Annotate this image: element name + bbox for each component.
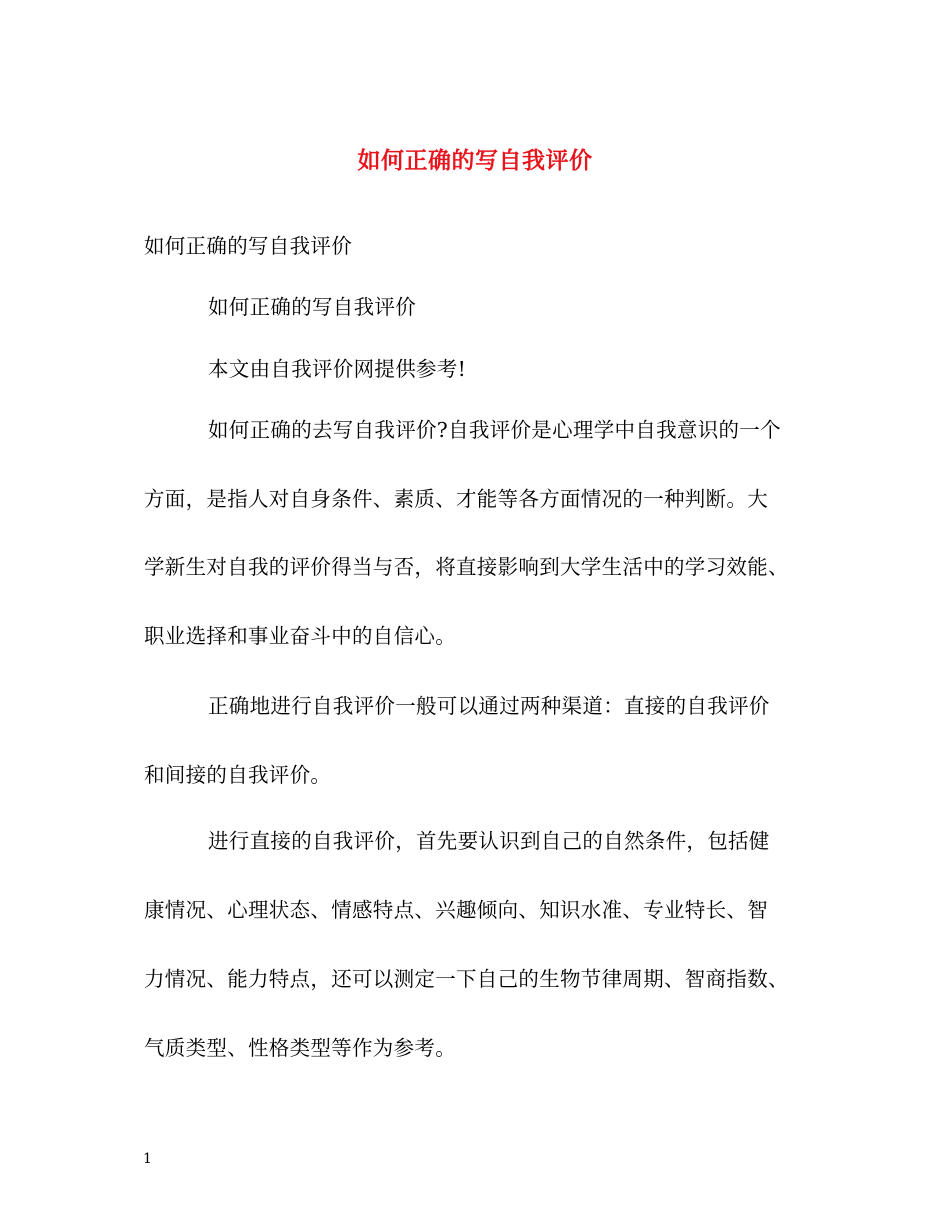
paragraph-line: 学新生对自我的评价得当与否，将直接影响到大学生活中的学习效能、 <box>144 555 789 579</box>
paragraph-line: 气质类型、性格类型等作为参考。 <box>144 1036 456 1060</box>
page-number: 1 <box>143 1151 152 1167</box>
paragraph-line: 正确地进行自我评价一般可以通过两种渠道：直接的自我评价 <box>208 694 770 718</box>
paragraph-line: 进行直接的自我评价，首先要认识到自己的自然条件，包括健 <box>208 829 770 853</box>
paragraph-line: 和间接的自我评价。 <box>144 763 332 787</box>
paragraph-line: 如何正确的写自我评价 <box>144 234 352 258</box>
paragraph-line: 如何正确的去写自我评价?自我评价是心理学中自我意识的一个 <box>208 418 781 442</box>
paragraph-line: 力情况、能力特点，还可以测定一下自己的生物节律周期、智商指数、 <box>144 967 789 991</box>
paragraph-line: 如何正确的写自我评价 <box>208 295 416 319</box>
paragraph-line: 方面，是指人对自身条件、素质、才能等各方面情况的一种判断。大 <box>144 487 768 511</box>
document-title: 如何正确的写自我评价 <box>357 147 593 174</box>
paragraph-line: 康情况、心理状态、情感特点、兴趣倾向、知识水准、专业特长、智 <box>144 898 768 922</box>
paragraph-line: 职业选择和事业奋斗中的自信心。 <box>144 624 456 648</box>
paragraph-line: 本文由自我评价网提供参考! <box>208 357 467 381</box>
